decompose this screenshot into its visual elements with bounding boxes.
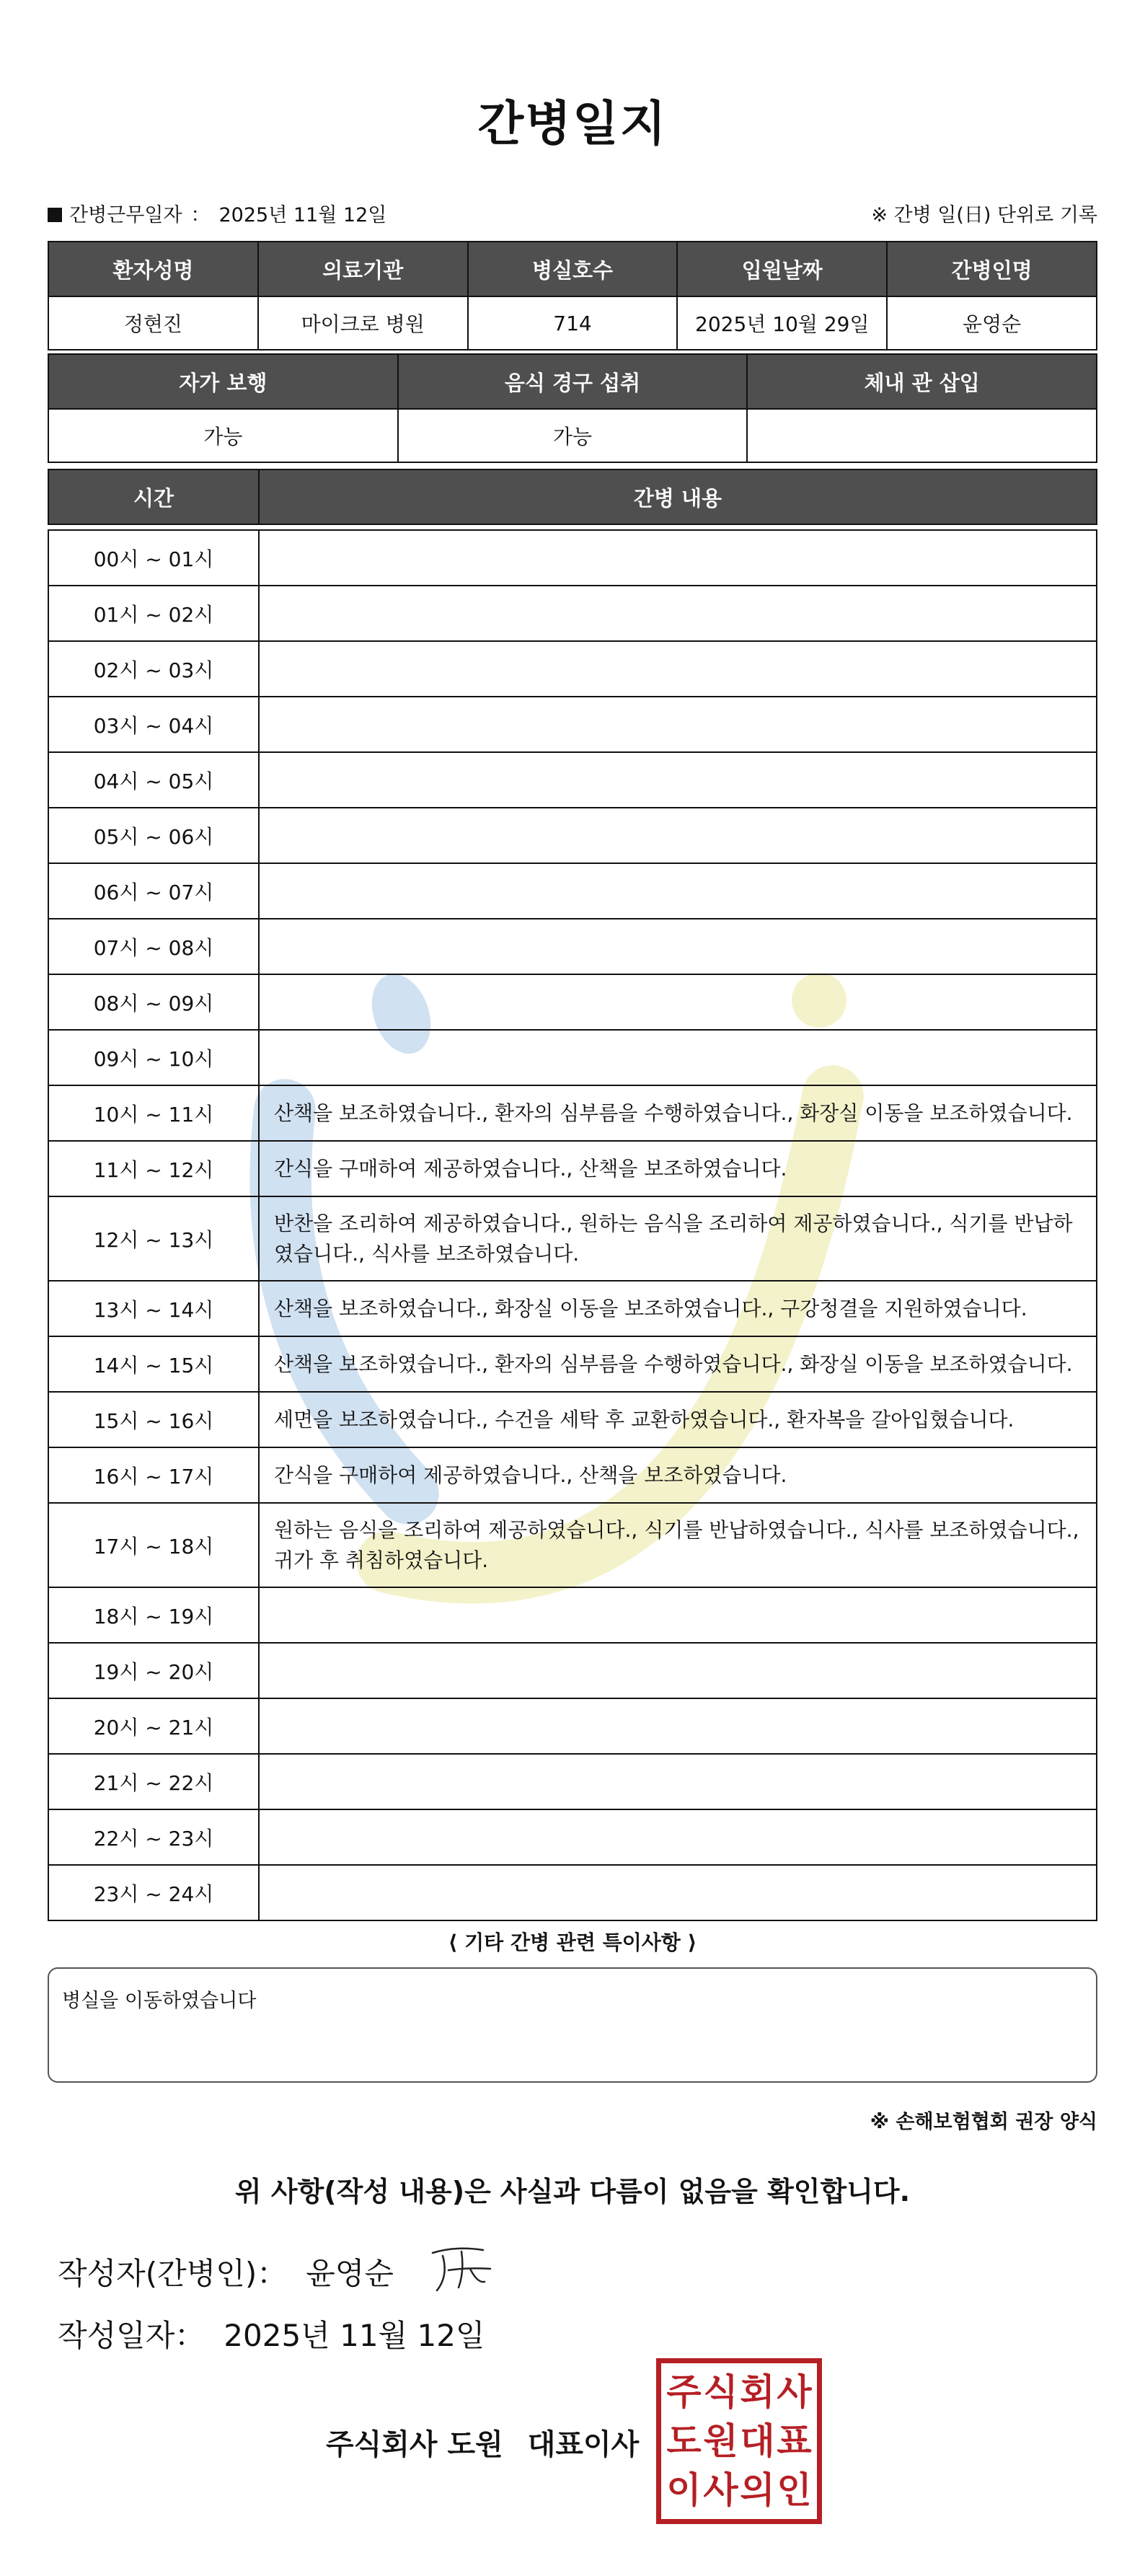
self-walking-value: 가능: [48, 409, 398, 462]
log-time: 16시 ~ 17시: [48, 1447, 259, 1503]
log-row: [48, 1447, 1097, 1503]
log-content: 산책을 보조하였습니다., 환자의 심부름을 수행하였습니다., 화장실 이동을 보조하였습니다.: [259, 1336, 1097, 1392]
log-row: [48, 641, 1097, 697]
hospital-name: 마이크로 병원: [258, 296, 468, 350]
log-time: 21시 ~ 22시: [48, 1754, 259, 1809]
log-row: [48, 1196, 1097, 1281]
log-content: [259, 1587, 1097, 1643]
log-row: [48, 697, 1097, 752]
work-date-label: 간병근무일자: [69, 204, 182, 226]
header-room-number: 병실호수: [468, 242, 678, 296]
log-time: 02시 ~ 03시: [48, 641, 259, 697]
log-row: [48, 1085, 1097, 1141]
company-seal-stamp: 주 식 회 사 도 원 대 표 이 사 의 인: [656, 2358, 822, 2524]
company-name: 주식회사 도원: [326, 2428, 503, 2461]
recommended-form-note: ※ 손해보험협회 권장 양식: [870, 2111, 1097, 2133]
hourly-care-log-table: [48, 469, 1097, 1921]
header-caregiver-name: 간병인명: [887, 242, 1097, 296]
special-notes-box: 병실을 이동하였습니다: [48, 1967, 1097, 2083]
log-content: [259, 1030, 1097, 1085]
header-admission-date: 입원날짜: [677, 242, 887, 296]
header-tube-insertion: 체내 관 삽입: [747, 354, 1097, 409]
written-date-label: 작성일자：: [58, 2318, 205, 2353]
log-time: 08시 ~ 09시: [48, 974, 259, 1030]
writer-name: 윤영순: [306, 2256, 394, 2291]
log-row: [48, 530, 1097, 586]
work-date-value: 2025년 11월 12일: [218, 204, 387, 226]
log-time: 04시 ~ 05시: [48, 752, 259, 808]
log-time: 10시 ~ 11시: [48, 1085, 259, 1141]
written-date-value: 2025년 11월 12일: [224, 2318, 485, 2353]
confirmation-statement: 위 사항(작성 내용)은 사실과 다름이 없음을 확인합니다.: [234, 2176, 911, 2207]
log-row: [48, 1643, 1097, 1698]
log-time: 15시 ~ 16시: [48, 1392, 259, 1447]
caregiver-name: 윤영순: [887, 296, 1097, 350]
log-content: 간식을 구매하여 제공하였습니다., 산책을 보조하였습니다.: [259, 1141, 1097, 1196]
log-content: [259, 697, 1097, 752]
square-bullet-icon: [48, 208, 62, 222]
log-time: 14시 ~ 15시: [48, 1336, 259, 1392]
log-content: [259, 1643, 1097, 1698]
log-time: 17시 ~ 18시: [48, 1503, 259, 1587]
header-time: 시간: [48, 469, 259, 524]
log-content: [259, 1698, 1097, 1754]
header-gap: [48, 524, 1097, 530]
log-time: 05시 ~ 06시: [48, 808, 259, 863]
log-time: 19시 ~ 20시: [48, 1643, 259, 1698]
log-content: [259, 1809, 1097, 1865]
log-content: [259, 752, 1097, 808]
special-notes-heading: ⟨ 기타 간병 관련 특이사항 ⟩: [448, 1931, 697, 1954]
log-row: [48, 1336, 1097, 1392]
log-time: 23시 ~ 24시: [48, 1865, 259, 1920]
work-date-row: [48, 199, 1097, 228]
log-time: 13시 ~ 14시: [48, 1281, 259, 1336]
patient-condition-table: [48, 353, 1097, 463]
header-self-walking: 자가 보행: [48, 354, 398, 409]
log-row: [48, 1754, 1097, 1809]
log-time: 03시 ~ 04시: [48, 697, 259, 752]
header-oral-intake: 음식 경구 섭취: [398, 354, 748, 409]
log-row: [48, 919, 1097, 974]
room-number: 714: [468, 296, 678, 350]
log-content: 산책을 보조하였습니다., 화장실 이동을 보조하였습니다., 구강청결을 지원하였습니다.: [259, 1281, 1097, 1336]
log-row: [48, 1809, 1097, 1865]
record-unit-note: ※ 간병 일(日) 단위로 기록: [871, 204, 1097, 226]
log-content: 원하는 음식을 조리하여 제공하였습니다., 식기를 반납하였습니다., 식사를 보조하였습니다., 귀가 후 취침하였습니다.: [259, 1503, 1097, 1587]
log-content: [259, 586, 1097, 641]
log-row: [48, 1030, 1097, 1085]
log-content: [259, 641, 1097, 697]
document-title: 간병일지: [477, 96, 668, 151]
log-content: 간식을 구매하여 제공하였습니다., 산책을 보조하였습니다.: [259, 1447, 1097, 1503]
log-content: 세면을 보조하였습니다., 수건을 세탁 후 교환하였습니다., 환자복을 갈아입혔습니다.: [259, 1392, 1097, 1447]
work-date-separator: ：: [190, 204, 211, 226]
log-time: 00시 ~ 01시: [48, 530, 259, 586]
log-row: [48, 863, 1097, 919]
log-time: 09시 ~ 10시: [48, 1030, 259, 1085]
written-date-line: [58, 2312, 485, 2355]
condition-value-row: [48, 409, 1097, 462]
patient-info-table: [48, 241, 1097, 350]
log-row: [48, 1587, 1097, 1643]
header-patient-name: 환자성명: [48, 242, 258, 296]
log-content: [259, 530, 1097, 586]
log-row: [48, 974, 1097, 1030]
patient-info-value-row: [48, 296, 1097, 350]
header-care-content: 간병 내용: [259, 469, 1097, 524]
log-row: [48, 1392, 1097, 1447]
patient-name: 정현진: [48, 296, 258, 350]
log-row: [48, 1698, 1097, 1754]
condition-header-row: [48, 354, 1097, 409]
log-content: 반찬을 조리하여 제공하였습니다., 원하는 음식을 조리하여 제공하였습니다., 식기를 반납하였습니다., 식사를 보조하였습니다.: [259, 1196, 1097, 1281]
log-time: 06시 ~ 07시: [48, 863, 259, 919]
log-content: [259, 1865, 1097, 1920]
log-content: [259, 919, 1097, 974]
company-signature-line: [326, 2422, 639, 2463]
log-content: 산책을 보조하였습니다., 환자의 심부름을 수행하였습니다., 화장실 이동을 보조하였습니다.: [259, 1085, 1097, 1141]
admission-date: 2025년 10월 29일: [677, 296, 887, 350]
log-time: 18시 ~ 19시: [48, 1587, 259, 1643]
log-content: [259, 1754, 1097, 1809]
log-time: 22시 ~ 23시: [48, 1809, 259, 1865]
writer-line: [58, 2250, 394, 2293]
log-row: [48, 752, 1097, 808]
log-row: [48, 808, 1097, 863]
log-content: [259, 808, 1097, 863]
tube-insertion-value: [747, 409, 1097, 462]
log-row: [48, 1281, 1097, 1336]
patient-info-header-row: [48, 242, 1097, 296]
work-date-info: [48, 199, 386, 227]
log-time: 11시 ~ 12시: [48, 1141, 259, 1196]
log-content: [259, 974, 1097, 1030]
oral-intake-value: 가능: [398, 409, 748, 462]
log-header-row: [48, 469, 1097, 524]
log-row: [48, 586, 1097, 641]
log-time: 12시 ~ 13시: [48, 1196, 259, 1281]
header-hospital: 의료기관: [258, 242, 468, 296]
log-row: [48, 1865, 1097, 1920]
log-time: 07시 ~ 08시: [48, 919, 259, 974]
handwritten-signature: [427, 2240, 496, 2298]
log-content: [259, 863, 1097, 919]
log-time: 01시 ~ 02시: [48, 586, 259, 641]
company-ceo-title: 대표이사: [527, 2428, 640, 2461]
log-row: [48, 1503, 1097, 1587]
log-time: 20시 ~ 21시: [48, 1698, 259, 1754]
log-row: [48, 1141, 1097, 1196]
writer-label: 작성자(간병인)：: [58, 2256, 288, 2291]
